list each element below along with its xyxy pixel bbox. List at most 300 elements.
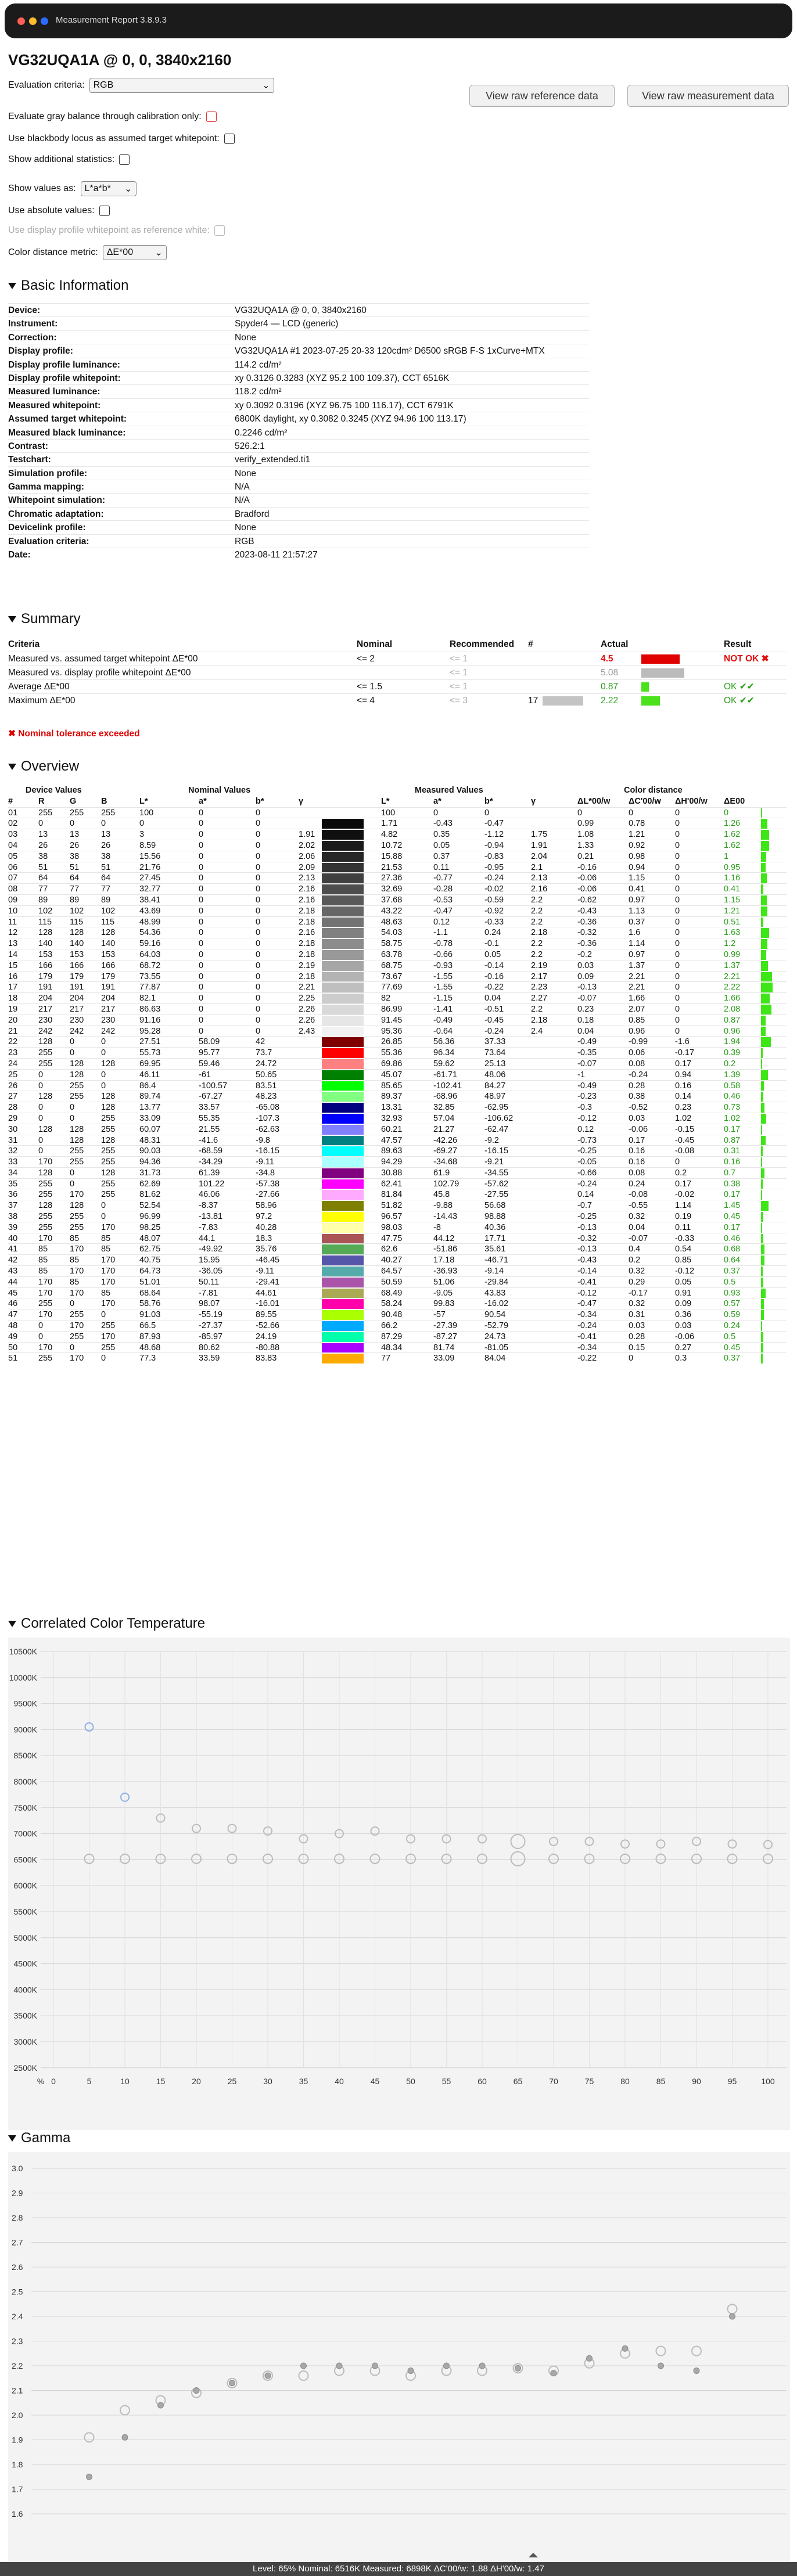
info-value: N/A <box>235 495 250 506</box>
overview-cell: 2.18 <box>299 972 315 981</box>
gamma-y-tick-label: 2.4 <box>12 2312 23 2321</box>
overview-cell: 68.49 <box>381 1288 403 1298</box>
overview-cell: 13 <box>101 830 111 840</box>
overview-cell: 0 <box>675 895 680 905</box>
overview-cell: -0.17 <box>629 1288 648 1298</box>
minimize-window-icon[interactable] <box>29 17 37 25</box>
overview-cell: -0.78 <box>433 939 453 949</box>
overview-cell: 2.18 <box>299 949 315 959</box>
overview-row <box>8 1200 787 1211</box>
summary-header-cell: Nominal <box>357 639 393 649</box>
overview-cell: 64.57 <box>381 1267 403 1276</box>
maximize-window-icon[interactable] <box>41 17 48 25</box>
gamma-measured-point <box>551 2370 557 2376</box>
overview-cell: 0 <box>38 1332 44 1341</box>
profile-white-control <box>8 225 225 236</box>
overview-cell: 55.36 <box>381 1048 403 1058</box>
overview-cell: 2.07 <box>629 1004 645 1014</box>
cct-heading[interactable] <box>8 1616 205 1632</box>
overview-cell: 0 <box>256 819 261 829</box>
overview-cell: 115 <box>101 917 115 927</box>
overview-row <box>8 1178 787 1189</box>
cct-y-tick-label: 4000K <box>13 1985 37 1995</box>
overview-cell: 0 <box>256 928 261 938</box>
summary-num-cell: 17 <box>528 696 538 706</box>
overview-cell: -0.2 <box>577 949 592 959</box>
overview-cell: 217 <box>70 1004 84 1014</box>
overview-cell: 77 <box>101 884 111 894</box>
color-swatch <box>322 972 364 982</box>
info-row <box>8 412 589 425</box>
overview-cell: 0.12 <box>577 1124 594 1134</box>
overview-cell: -9.2 <box>484 1135 499 1145</box>
overview-cell: 102 <box>70 906 84 916</box>
overview-cell: -42.26 <box>433 1135 458 1145</box>
color-swatch <box>322 1136 364 1146</box>
overview-cell: 86.63 <box>139 1004 161 1014</box>
overview-cell: 100 <box>139 808 154 818</box>
basic-info-table <box>8 303 589 561</box>
overview-cell: 62.41 <box>381 1179 403 1189</box>
overview-cell: -0.32 <box>577 928 597 938</box>
delta-e-bar <box>761 863 766 873</box>
overview-cell: 0.17 <box>724 1222 741 1232</box>
info-key: Testchart: <box>8 455 51 465</box>
overview-cell: -16.01 <box>256 1299 280 1309</box>
overview-cell: 46.06 <box>199 1190 220 1200</box>
delta-e-bar <box>761 1092 763 1102</box>
overview-cell: 1.16 <box>724 873 741 883</box>
overview-cell: 26 <box>38 840 48 850</box>
overview-cell: 0.37 <box>629 917 645 927</box>
blackbody-checkbox[interactable] <box>224 134 235 144</box>
overview-cell: -0.06 <box>675 1332 695 1341</box>
overview-cell: 0 <box>101 819 106 829</box>
overview-cell: 73.64 <box>484 1048 506 1058</box>
overview-cell: 47 <box>8 1310 18 1320</box>
overview-cell: 128 <box>70 1124 84 1134</box>
overview-cell: 89.55 <box>256 1310 277 1320</box>
color-swatch <box>322 873 364 883</box>
show-values-label: Show values as: <box>8 184 76 193</box>
overview-cell: 0.98 <box>629 851 645 861</box>
overview-cell: 0.16 <box>629 1157 645 1167</box>
status-footer: Level: 65% Nominal: 6516K Measured: 6898K ΔC'00/w: 1.88 ΔH'00/w: 1.47 <box>0 2562 797 2576</box>
overview-cell: 0.94 <box>629 862 645 872</box>
overview-row <box>8 883 787 894</box>
overview-cell: -0.07 <box>629 1233 648 1243</box>
overview-cell: 17.18 <box>433 1255 455 1265</box>
delta-e-bar <box>761 1223 762 1233</box>
overview-cell: 0 <box>101 1212 106 1222</box>
overview-cell: 1.66 <box>629 994 645 1003</box>
summary-actual-bar <box>641 654 680 664</box>
gamma-measured-point <box>158 2402 164 2408</box>
collapse-triangle-icon <box>8 616 16 623</box>
overview-cell: -0.06 <box>629 1124 648 1134</box>
overview-cell: 255 <box>38 1179 53 1189</box>
overview-cell: 102.79 <box>433 1179 459 1189</box>
overview-cell: 255 <box>38 1048 53 1058</box>
overview-cell: 8.59 <box>139 840 156 850</box>
overview-cell: 0 <box>256 830 261 840</box>
cct-x-tick-label: 30 <box>263 2076 272 2086</box>
overview-cell: 204 <box>101 994 116 1003</box>
overview-cell: 0.31 <box>629 1310 645 1320</box>
overview-cell: 0 <box>629 1354 634 1363</box>
overview-cell: 255 <box>70 808 84 818</box>
color-swatch <box>322 1016 364 1026</box>
overview-row <box>8 1342 787 1353</box>
additional-stats-checkbox[interactable] <box>119 154 130 165</box>
overview-cell: -0.36 <box>577 917 597 927</box>
overview-cell: 1.13 <box>629 906 645 916</box>
overview-cell: 51.82 <box>381 1201 403 1211</box>
overview-cell: 35.61 <box>484 1244 506 1254</box>
color-swatch <box>322 906 364 916</box>
overview-cell: 0 <box>38 1070 44 1080</box>
overview-cell: -67.27 <box>199 1092 223 1102</box>
overview-cell: 2.26 <box>299 1004 315 1014</box>
overview-cell: 2.26 <box>299 1015 315 1025</box>
overview-cell: 0.59 <box>724 1310 741 1320</box>
overview-cell: 153 <box>101 949 116 959</box>
overview-cell: 0 <box>199 939 204 949</box>
info-row <box>8 371 589 384</box>
overview-cell: 2.13 <box>531 873 548 883</box>
delta-e-bar <box>761 1332 763 1342</box>
color-swatch <box>322 1157 364 1167</box>
info-value: None <box>235 468 257 478</box>
delta-e-bar <box>761 841 769 851</box>
overview-cell: 0 <box>256 1015 261 1025</box>
overview-cell: 0 <box>38 1081 44 1091</box>
overview-heading[interactable] <box>8 758 79 775</box>
gamma-measured-point <box>408 2368 414 2374</box>
overview-row <box>8 1265 787 1276</box>
overview-cell: 255 <box>38 1354 53 1363</box>
overview-cell: 0.99 <box>577 819 594 829</box>
overview-cell: -29.41 <box>256 1277 280 1287</box>
cct-title: Correlated Color Temperature <box>21 1616 206 1631</box>
summary-header-cell: Recommended <box>450 639 515 649</box>
delta-e-bar <box>761 808 762 818</box>
info-row <box>8 480 589 493</box>
overview-cell: 0 <box>256 949 261 959</box>
overview-cell: 27.36 <box>381 873 403 883</box>
overview-cell: -0.34 <box>577 1310 597 1320</box>
overview-cell: -0.12 <box>577 1288 597 1298</box>
overview-cell: 10 <box>8 906 18 916</box>
overview-cell: -41.6 <box>199 1135 218 1145</box>
gamma-chart <box>8 2152 790 2562</box>
delta-e-bar <box>761 906 767 916</box>
cct-x-tick-label: 5 <box>87 2076 92 2086</box>
overview-cell: 0.28 <box>629 1332 645 1341</box>
overview-cell: 0.14 <box>675 1092 692 1102</box>
gamma-measured-point <box>193 2388 199 2394</box>
overview-header-cell: # <box>8 796 13 806</box>
gamma-measured-point <box>587 2355 593 2361</box>
overview-cell: 29 <box>8 1113 18 1123</box>
delta-e-bar <box>761 1016 766 1026</box>
overview-cell: 04 <box>8 840 18 850</box>
delta-e-bar <box>761 1179 763 1189</box>
overview-cell: -0.62 <box>577 895 597 905</box>
overview-cell: 1.14 <box>629 939 645 949</box>
color-swatch <box>322 1070 364 1080</box>
overview-cell: 217 <box>101 1004 116 1014</box>
info-row <box>8 303 589 316</box>
overview-cell: 255 <box>101 1190 116 1200</box>
overview-header-cell: γ <box>531 796 536 806</box>
info-value: 6800K daylight, xy 0.3082 0.3245 (XYZ 94.96 100 113.17) <box>235 414 466 424</box>
overview-cell: -0.24 <box>484 873 504 883</box>
overview-cell: 0 <box>38 819 44 829</box>
overview-cell: 33.57 <box>199 1103 220 1113</box>
overview-header-cell: a* <box>199 796 207 806</box>
summary-actual-cell: 0.87 <box>601 682 619 692</box>
overview-cell: -46.45 <box>256 1255 280 1265</box>
overview-cell: 94.29 <box>381 1157 403 1167</box>
overview-cell: 96.99 <box>139 1212 161 1222</box>
info-row <box>8 330 589 344</box>
overview-group-label: Device Values <box>26 786 82 795</box>
overview-cell: 64 <box>101 873 111 883</box>
overview-cell: 68.64 <box>139 1288 161 1298</box>
overview-cell: 98.25 <box>139 1222 161 1232</box>
color-swatch <box>322 1027 364 1037</box>
overview-cell: -0.22 <box>577 1354 597 1363</box>
overview-cell: 40.28 <box>256 1222 277 1232</box>
overview-cell: 32.69 <box>381 884 403 894</box>
view-raw-reference-button[interactable]: View raw reference data <box>469 85 615 107</box>
overview-group-label: Nominal Values <box>188 786 251 795</box>
overview-cell: 1.37 <box>629 960 645 970</box>
overview-cell: -0.99 <box>629 1037 648 1047</box>
overview-cell: 46.11 <box>139 1070 160 1080</box>
overview-cell: 0 <box>256 862 261 872</box>
overview-cell: -0.06 <box>577 884 597 894</box>
overview-cell: 0 <box>199 949 204 959</box>
color-swatch <box>322 1332 364 1342</box>
overview-cell: 2.2 <box>531 917 543 927</box>
overview-cell: 49 <box>8 1332 18 1341</box>
overview-row <box>8 829 787 840</box>
overview-header-row <box>8 796 787 807</box>
overview-cell: 80.62 <box>199 1343 220 1352</box>
gray-balance-checkbox[interactable] <box>206 111 217 122</box>
overview-cell: 73.55 <box>139 972 161 981</box>
overview-row <box>8 916 787 927</box>
cct-y-tick-label: 7500K <box>13 1803 37 1812</box>
overview-cell: -0.08 <box>629 1190 648 1200</box>
absolute-values-checkbox[interactable] <box>99 206 110 216</box>
overview-cell: 2.21 <box>629 983 645 992</box>
overview-cell: 13.31 <box>381 1103 403 1113</box>
overview-cell: 51.06 <box>433 1277 455 1287</box>
summary-num-bar <box>543 696 583 706</box>
overview-cell: 81.62 <box>139 1190 161 1200</box>
overview-row <box>8 1331 787 1342</box>
overview-row <box>8 927 787 938</box>
overview-cell: 0 <box>675 1157 680 1167</box>
overview-cell: 95.77 <box>199 1048 220 1058</box>
overview-cell: 128 <box>38 928 53 938</box>
show-values-control <box>8 181 137 196</box>
overview-cell: 255 <box>70 1092 84 1102</box>
summary-heading[interactable] <box>8 611 81 627</box>
overview-cell: 170 <box>70 1321 84 1331</box>
additional-stats-label: Show additional statistics: <box>8 154 115 164</box>
delta-e-bar <box>761 1168 764 1178</box>
overview-cell: 0 <box>101 1037 106 1047</box>
basic-info-heading[interactable] <box>8 278 128 294</box>
overview-cell: 0 <box>199 960 204 970</box>
overview-cell: 1.33 <box>577 840 594 850</box>
blackbody-control <box>8 134 235 144</box>
info-key: Measured whitepoint: <box>8 400 101 411</box>
overview-cell: -0.94 <box>484 840 504 850</box>
overview-cell: 0 <box>101 1201 106 1211</box>
overview-cell: 0.57 <box>724 1299 741 1309</box>
overview-cell: 0 <box>675 819 680 829</box>
cct-x-tick-label: 25 <box>227 2076 237 2086</box>
overview-row <box>8 1233 787 1244</box>
gamma-measured-point <box>229 2380 235 2386</box>
overview-cell: -1.15 <box>433 994 453 1003</box>
overview-cell: 1.08 <box>577 830 594 840</box>
overview-cell: 0 <box>256 1004 261 1014</box>
overview-cell: 0.96 <box>629 1026 645 1036</box>
overview-cell: 0 <box>675 960 680 970</box>
overview-cell: 0 <box>675 851 680 861</box>
overview-cell: -49.92 <box>199 1244 223 1254</box>
summary-header-cell: Result <box>724 639 752 649</box>
overview-cell: -1 <box>577 1070 585 1080</box>
overview-cell: -0.77 <box>433 873 453 883</box>
overview-cell: -34.8 <box>256 1168 275 1178</box>
overview-cell: 82.1 <box>139 994 156 1003</box>
overview-cell: 0.97 <box>629 895 645 905</box>
info-row <box>8 452 589 466</box>
overview-row <box>8 1102 787 1113</box>
overview-cell: 0.06 <box>629 1048 645 1058</box>
overview-cell: -0.43 <box>433 819 453 829</box>
overview-cell: -62.95 <box>484 1103 509 1113</box>
overview-cell: 54.03 <box>381 928 403 938</box>
color-distance-select[interactable] <box>103 245 167 260</box>
cct-y-tick-label: 2500K <box>13 2063 37 2073</box>
overview-cell: 38 <box>38 851 48 861</box>
overview-cell: 1.21 <box>724 906 741 916</box>
overview-cell: 102 <box>38 906 53 916</box>
info-key: Display profile luminance: <box>8 359 120 370</box>
cct-y-tick-label: 3000K <box>13 2037 37 2046</box>
overview-cell: 0 <box>256 994 261 1003</box>
overview-cell: -0.24 <box>629 1070 648 1080</box>
overview-cell: -29.84 <box>484 1277 509 1287</box>
delta-e-bar <box>761 994 770 1003</box>
overview-cell: 0.04 <box>629 1222 645 1232</box>
color-swatch <box>322 1234 364 1244</box>
overview-cell: 0 <box>256 873 261 883</box>
overview-cell: 0.04 <box>577 1026 594 1036</box>
overview-cell: 153 <box>38 949 53 959</box>
overview-cell: 2.16 <box>299 895 315 905</box>
overview-cell: 2.43 <box>299 1026 315 1036</box>
color-swatch <box>322 1255 364 1265</box>
overview-cell: 44 <box>8 1277 18 1287</box>
overview-cell: 1.45 <box>724 1201 741 1211</box>
overview-cell: 2.23 <box>531 983 548 992</box>
overview-cell: -62.47 <box>484 1124 509 1134</box>
overview-cell: 35 <box>8 1179 18 1189</box>
overview-cell: -0.47 <box>484 819 504 829</box>
close-window-icon[interactable] <box>17 17 25 25</box>
overview-cell: -106.62 <box>484 1113 514 1123</box>
color-swatch <box>322 841 364 851</box>
overview-cell: 0 <box>675 917 680 927</box>
overview-cell: 54.36 <box>139 928 161 938</box>
info-value: Bradford <box>235 509 270 519</box>
overview-cell: 06 <box>8 862 18 872</box>
overview-cell: 0.93 <box>724 1288 741 1298</box>
delta-e-bar <box>761 950 766 960</box>
overview-cell: 179 <box>70 972 84 981</box>
overview-cell: 91.03 <box>139 1310 161 1320</box>
delta-e-bar <box>761 1146 763 1156</box>
overview-cell: 2.18 <box>531 928 548 938</box>
overview-cell: -65.08 <box>256 1103 280 1113</box>
gamma-measured-point <box>658 2363 664 2369</box>
cct-y-tick-label: 10500K <box>9 1647 37 1656</box>
overview-cell: 87.93 <box>139 1332 161 1341</box>
overview-cell: 0.05 <box>433 840 450 850</box>
gamma-heading[interactable] <box>8 2130 70 2146</box>
show-values-select[interactable] <box>81 181 137 196</box>
delta-e-bar <box>761 1048 763 1058</box>
overview-cell: 115 <box>38 917 52 927</box>
overview-cell: -0.13 <box>577 983 597 992</box>
color-swatch <box>322 1179 364 1189</box>
overview-cell: 21 <box>8 1026 18 1036</box>
overview-cell: 0.51 <box>724 917 741 927</box>
overview-cell: 2.2 <box>531 906 543 916</box>
evaluation-criteria-select[interactable] <box>89 78 274 93</box>
overview-cell: 85 <box>70 1277 80 1287</box>
overview-cell: -1.41 <box>433 1004 453 1014</box>
overview-cell: 30 <box>8 1124 18 1134</box>
overview-cell: 32 <box>8 1146 18 1156</box>
overview-cell: 90.48 <box>381 1310 403 1320</box>
overview-cell: 0 <box>70 1179 75 1189</box>
overview-cell: 0.87 <box>724 1015 741 1025</box>
overview-cell: 255 <box>101 1124 116 1134</box>
overview-cell: 0.37 <box>724 1354 741 1363</box>
color-swatch <box>322 1321 364 1331</box>
view-raw-measurement-button[interactable]: View raw measurement data <box>627 85 789 107</box>
overview-cell: 0 <box>199 840 204 850</box>
overview-cell: 01 <box>8 808 18 818</box>
overview-cell: 33 <box>8 1157 18 1167</box>
overview-cell: 140 <box>101 939 116 949</box>
overview-cell: -87.27 <box>433 1332 458 1341</box>
overview-cell: 85 <box>70 1233 80 1243</box>
overview-cell: -0.43 <box>577 1255 597 1265</box>
overview-row <box>8 992 787 1003</box>
overview-cell: -9.88 <box>433 1201 453 1211</box>
